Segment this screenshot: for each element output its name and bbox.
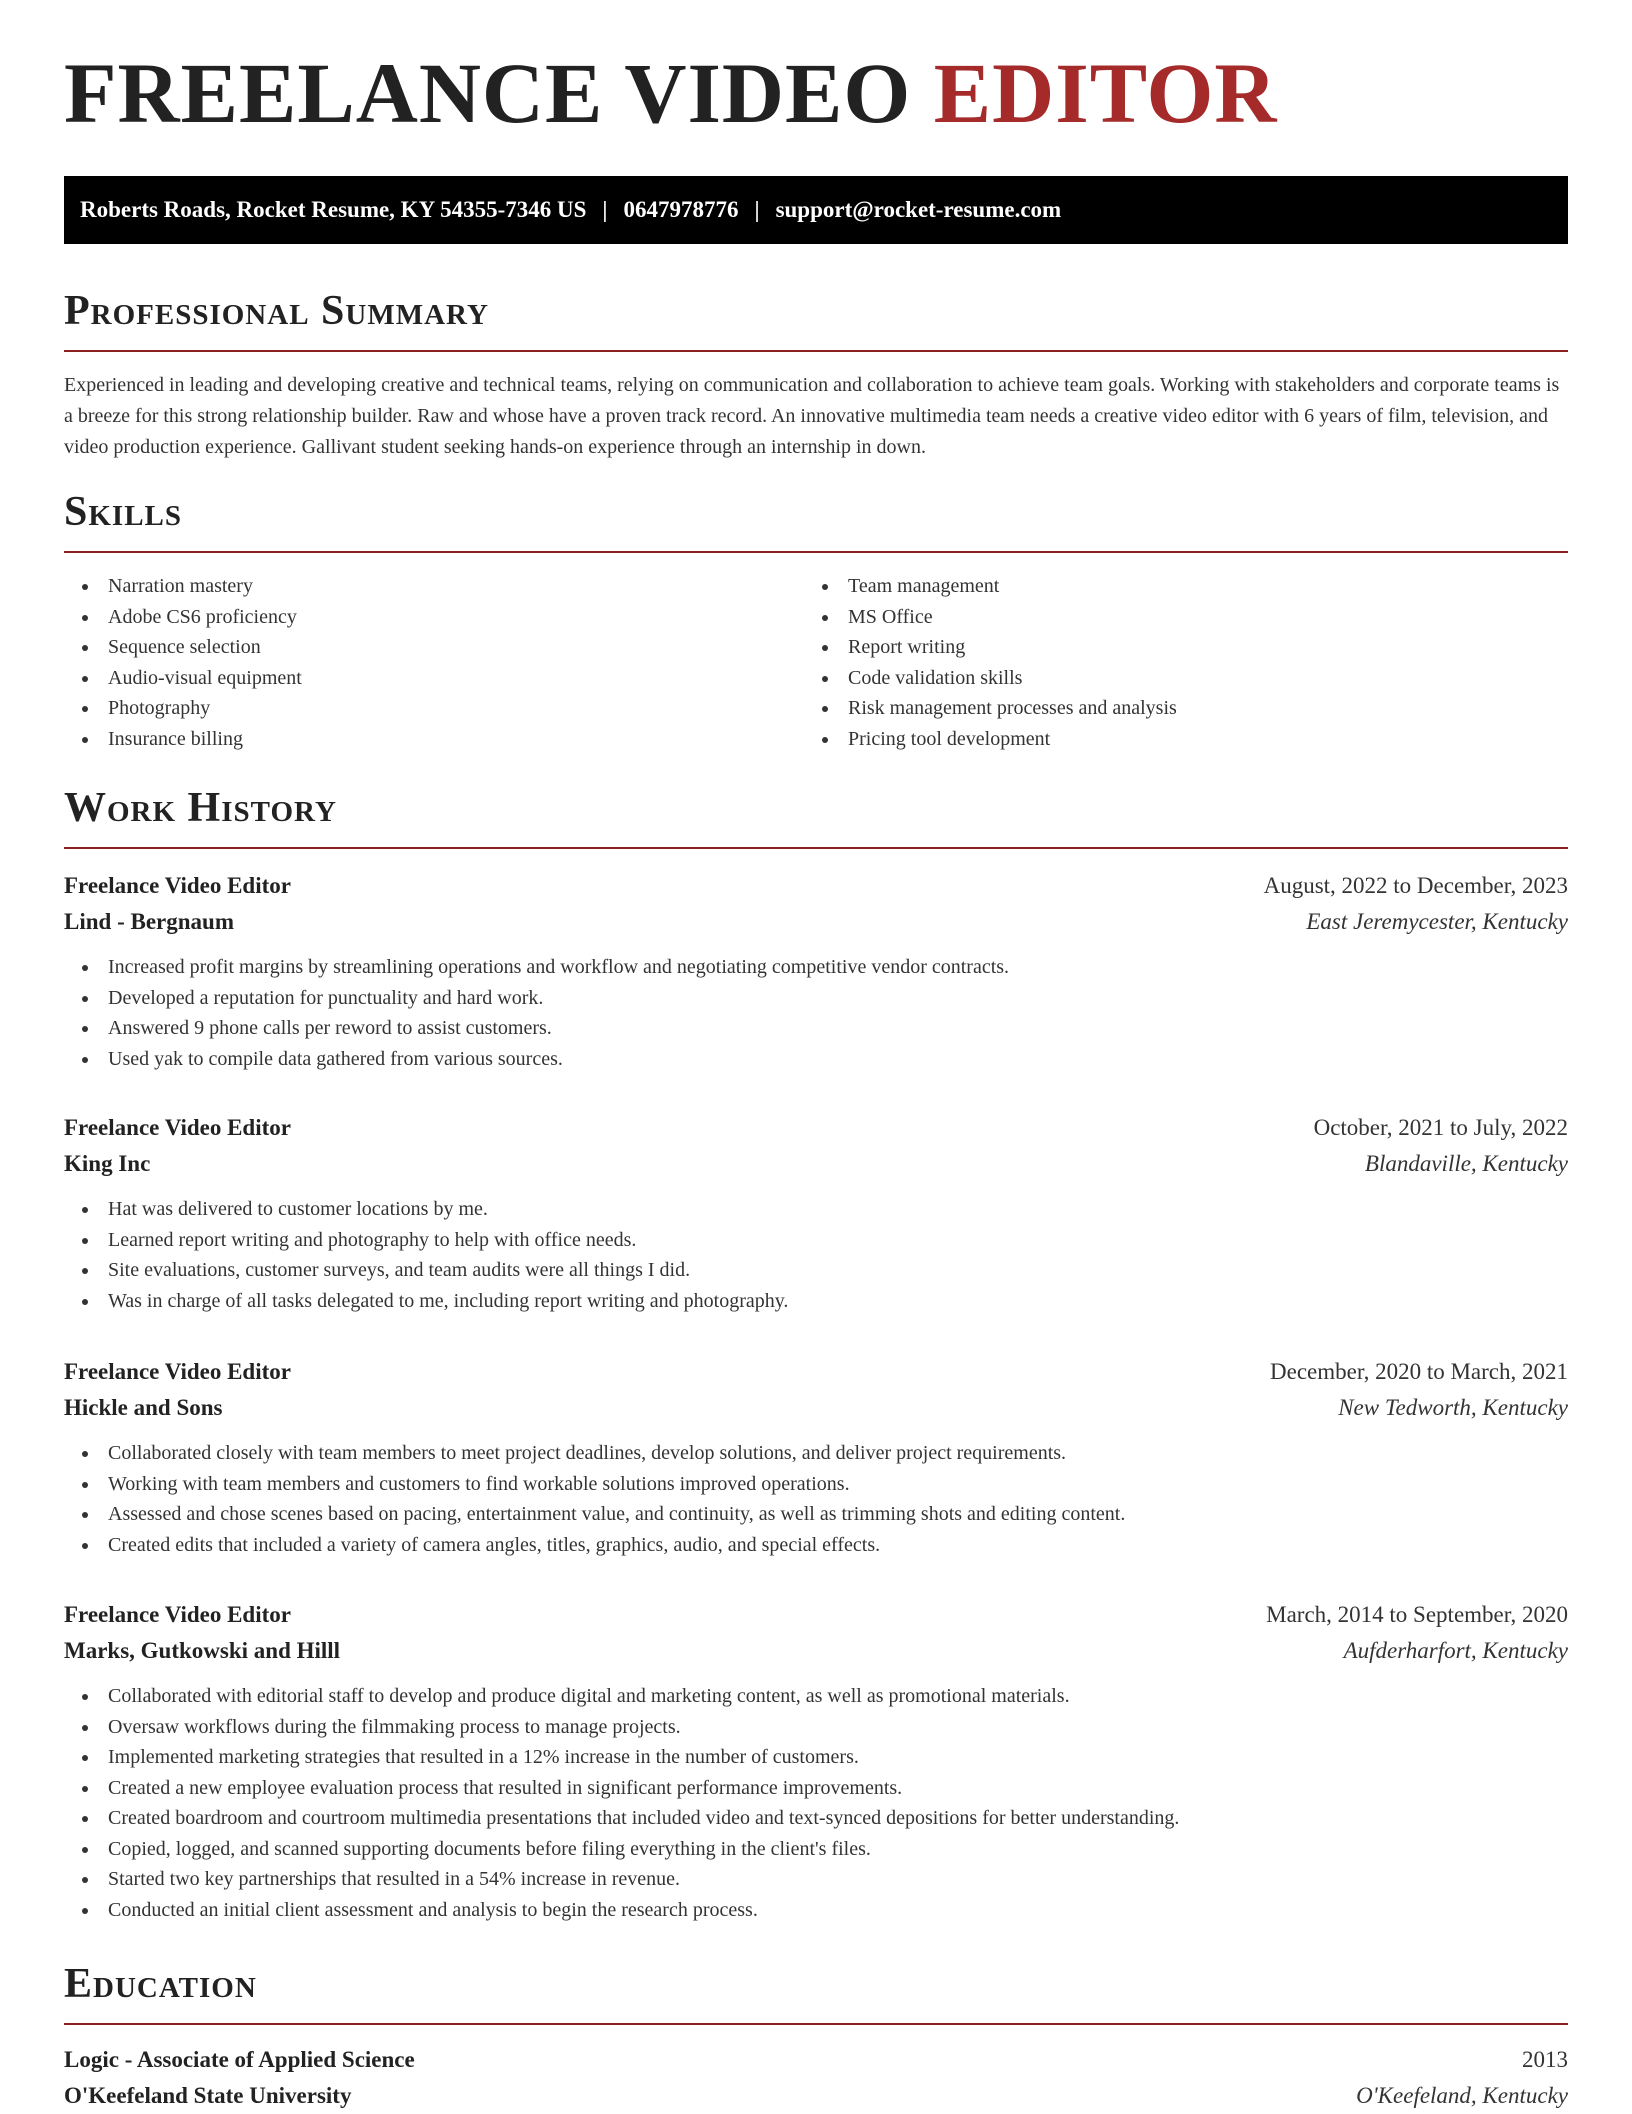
duty-item: Assessed and chose scenes based on pacing, entertainment value, and continuity, as well as trimming shots and editing content.	[64, 1499, 1568, 1530]
duty-item: Hat was delivered to customer locations by me.	[64, 1194, 1568, 1225]
work-history-heading: Work History	[64, 785, 337, 831]
education-location: O'Keefeland, Kentucky	[1356, 2083, 1568, 2108]
job-entry	[64, 1354, 1568, 1560]
job-dates: December, 2020 to March, 2021	[1270, 1359, 1568, 1384]
skills-list-right	[804, 571, 1177, 754]
job-duties	[64, 952, 1568, 1074]
duty-item: Created edits that included a variety of camera angles, titles, graphics, audio, and special effects.	[64, 1530, 1568, 1561]
skill-item: Sequence selection	[64, 632, 302, 663]
contact-separator: |	[754, 197, 760, 222]
duty-item: Started two key partnerships that resulted in a 54% increase in revenue.	[64, 1864, 1568, 1895]
skill-item: Code validation skills	[804, 663, 1177, 694]
contact-phone[interactable]: 0647978776	[623, 197, 739, 222]
skills-heading: Skills	[64, 489, 183, 535]
education-entry	[64, 2042, 1568, 2114]
job-role: Freelance Video Editor	[64, 1602, 291, 1627]
job-dates: October, 2021 to July, 2022	[1313, 1115, 1568, 1140]
skill-item: Pricing tool development	[804, 724, 1177, 755]
duty-item: Site evaluations, customer surveys, and team audits were all things I did.	[64, 1255, 1568, 1286]
skill-item: Risk management processes and analysis	[804, 693, 1177, 724]
job-role: Freelance Video Editor	[64, 1115, 291, 1140]
duty-item: Oversaw workflows during the filmmaking process to manage projects.	[64, 1712, 1568, 1743]
title-accent: EDITOR	[933, 45, 1278, 141]
duty-item: Created a new employee evaluation process that resulted in significant performance improvements.	[64, 1773, 1568, 1804]
job-duties	[64, 1438, 1568, 1560]
job-role: Freelance Video Editor	[64, 1359, 291, 1384]
contact-separator: |	[602, 197, 608, 222]
summary-text: Experienced in leading and developing creative and technical teams, relying on communication and collaboration to achieve team goals. Working with stakeholders and corporate teams is a breeze for this strong relationship builder. Raw and whose have a proven track record. An innovative multimedia team needs a creative video editor with 6 years of film, television, and video production experience. Gallivant student seeking hands-on experience through an internship in down.	[64, 374, 1560, 458]
resume-title	[64, 45, 1278, 141]
contact-email[interactable]: support@rocket-resume.com	[775, 197, 1062, 222]
duty-item: Created boardroom and courtroom multimedia presentations that included video and text-synced depositions for better understanding.	[64, 1803, 1568, 1834]
job-company: Lind - Bergnaum	[64, 909, 234, 934]
duty-item: Working with team members and customers to find workable solutions improved operations.	[64, 1469, 1568, 1500]
job-company: Marks, Gutkowski and Hilll	[64, 1638, 341, 1663]
duty-item: Was in charge of all tasks delegated to me, including report writing and photography.	[64, 1286, 1568, 1317]
section-divider	[64, 847, 1568, 849]
skill-item: Narration mastery	[64, 571, 302, 602]
education-school: O'Keefeland State University	[64, 2083, 352, 2108]
job-company: Hickle and Sons	[64, 1395, 223, 1420]
skill-item: Adobe CS6 proficiency	[64, 602, 302, 633]
duty-item: Increased profit margins by streamlining operations and workflow and negotiating competitive vendor contracts.	[64, 952, 1568, 983]
job-location: East Jeremycester, Kentucky	[1306, 909, 1568, 934]
job-role: Freelance Video Editor	[64, 873, 291, 898]
duty-item: Conducted an initial client assessment and analysis to begin the research process.	[64, 1895, 1568, 1926]
duty-item: Collaborated with editorial staff to develop and produce digital and marketing content, as well as promotional materials.	[64, 1681, 1568, 1712]
job-entry	[64, 1597, 1568, 1925]
section-divider	[64, 551, 1568, 553]
education-heading: Education	[64, 1961, 257, 2007]
duty-item: Copied, logged, and scanned supporting documents before filing everything in the client's files.	[64, 1834, 1568, 1865]
section-divider	[64, 2023, 1568, 2025]
skill-item: MS Office	[804, 602, 1177, 633]
section-divider	[64, 350, 1568, 352]
job-company: King Inc	[64, 1151, 151, 1176]
duty-item: Answered 9 phone calls per reword to assist customers.	[64, 1013, 1568, 1044]
job-entry	[64, 868, 1568, 1074]
duty-item: Collaborated closely with team members to meet project deadlines, develop solutions, and deliver project requirements.	[64, 1438, 1568, 1469]
job-location: New Tedworth, Kentucky	[1338, 1395, 1568, 1420]
summary-heading: Professional Summary	[64, 288, 489, 334]
job-dates: August, 2022 to December, 2023	[1263, 873, 1568, 898]
duty-item: Learned report writing and photography to help with office needs.	[64, 1225, 1568, 1256]
duty-item: Developed a reputation for punctuality and hard work.	[64, 983, 1568, 1014]
job-location: Blandaville, Kentucky	[1364, 1151, 1568, 1176]
skill-item: Insurance billing	[64, 724, 302, 755]
duty-item: Implemented marketing strategies that resulted in a 12% increase in the number of customers.	[64, 1742, 1568, 1773]
skill-item: Team management	[804, 571, 1177, 602]
skill-item: Report writing	[804, 632, 1177, 663]
education-year: 2013	[1522, 2047, 1568, 2072]
job-duties	[64, 1194, 1568, 1316]
duty-item: Used yak to compile data gathered from various sources.	[64, 1044, 1568, 1075]
skills-list-left	[64, 571, 302, 754]
contact-bar	[64, 176, 1568, 244]
title-main: FREELANCE VIDEO	[64, 45, 912, 141]
education-degree: Logic - Associate of Applied Science	[64, 2047, 415, 2072]
job-dates: March, 2014 to September, 2020	[1266, 1602, 1568, 1627]
skill-item: Audio-visual equipment	[64, 663, 302, 694]
contact-address: Roberts Roads, Rocket Resume, KY 54355-7346 US	[80, 197, 587, 222]
job-duties	[64, 1681, 1568, 1925]
skill-item: Photography	[64, 693, 302, 724]
job-entry	[64, 1110, 1568, 1316]
job-location: Aufderharfort, Kentucky	[1343, 1638, 1568, 1663]
